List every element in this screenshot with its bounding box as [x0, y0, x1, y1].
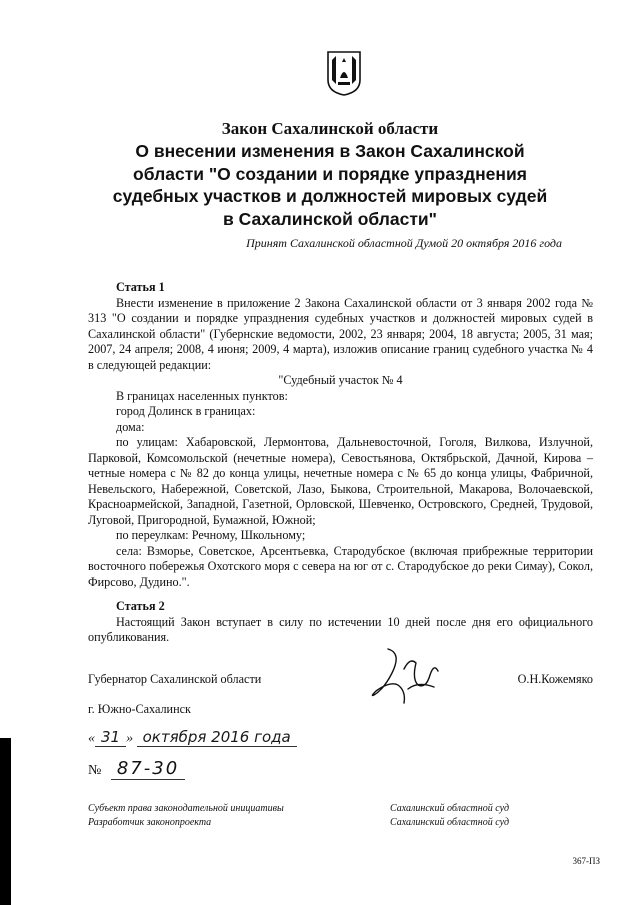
date-day: 31	[95, 728, 126, 747]
law-body	[88, 280, 593, 646]
coat-of-arms-emblem	[326, 50, 362, 96]
law-title-line-1: О внесении изменения в Закон Сахалинской	[135, 141, 525, 161]
district-streets: по улицам: Хабаровской, Лермонтова, Дальневосточной, Гоголя, Вилкова, Излучной, Парковой, Комсомольской (нечетные номера), Севостьянова, Октябрьской, Дачной, Кирова – четные номера с № 82 до конца улицы, нечетные номера с № 65 до конца улицы, Фабричной, Невельского, Набережной, Советской, Лазо, Быкова, Строительной, Макарова, Волочаевской, Красноармейской, Западной, Газетной, Орловской, Шевченко, Островского, Средней, Трудовой, Луговой, Пригородной, Бумажной, Южной;	[88, 435, 593, 527]
date-open-quote: «	[88, 731, 95, 746]
signing-date	[88, 728, 297, 747]
law-header-line: Закон Сахалинской области	[221, 119, 439, 138]
law-title-line-4: в Сахалинской области"	[223, 208, 437, 229]
district-line-settlements: В границах населенных пунктов:	[116, 388, 288, 403]
date-month-year: октября 2016 года	[137, 728, 297, 747]
law-title-block	[80, 118, 580, 230]
article-1-heading: Статья 1	[116, 280, 165, 294]
footer-developer-court: Сахалинский областной суд	[390, 817, 510, 828]
law-title-line-2: области "О создании и порядке упразднения	[133, 163, 527, 184]
article-2-paragraph: Настоящий Закон вступает в силу по истечении 10 дней после дня его официального опубликования.	[88, 614, 593, 644]
scan-margin-bar	[0, 738, 11, 905]
footer-initiative-subject: Субъект права законодательной инициативы	[88, 803, 284, 814]
district-lanes: по переулкам: Речному, Школьному;	[116, 528, 306, 542]
law-title-line-3: судебных участков и должностей мировых судей	[112, 186, 548, 206]
law-number	[88, 758, 185, 779]
document-code: 367-ПЗ	[572, 856, 600, 866]
district-villages: села: Взморье, Советское, Арсентьевка, Стародубское (включая прибрежные территории восточного побережья Охотского моря с севера на юг от с. Стародубское до реки Симау), Сокол, Фирсово, Дудино.".	[88, 543, 593, 589]
number-value: 87-30	[111, 758, 185, 780]
district-line-city: город Долинск в границах:	[116, 404, 256, 418]
governor-row	[88, 672, 593, 687]
district-line-houses: дома:	[116, 419, 145, 434]
signing-city: г. Южно-Сахалинск	[88, 702, 191, 716]
governor-title: Губернатор Сахалинской области	[88, 672, 262, 686]
district-title: "Судебный участок № 4	[278, 373, 403, 387]
date-close-quote: »	[126, 731, 134, 746]
number-sign: №	[88, 763, 102, 778]
governor-name: О.Н.Кожемяко	[517, 672, 593, 686]
footer-right	[390, 802, 509, 830]
footer-bill-developer: Разработчик законопроекта	[88, 817, 212, 828]
accepted-note: Принят Сахалинской областной Думой 20 октября 2016 года	[246, 236, 562, 250]
footer-initiative-court: Сахалинский областной суд	[390, 803, 510, 814]
article-1-paragraph: Внести изменение в приложение 2 Закона Сахалинской области от 3 января 2002 года № 313 "О создании и порядке упразднения судебных участков и должностей мировых судей в Сахалинской области" (Губернские ведомости, 2002, 23 января; 2004, 18 августа; 2005, 31 мая; 2007, 24 апреля; 2008, 4 июня; 2009, 4 марта), изложив описание границ судебного участка № 4 в следующей редакции:	[88, 295, 593, 372]
article-2-heading: Статья 2	[116, 599, 165, 613]
footer-left	[88, 802, 284, 830]
